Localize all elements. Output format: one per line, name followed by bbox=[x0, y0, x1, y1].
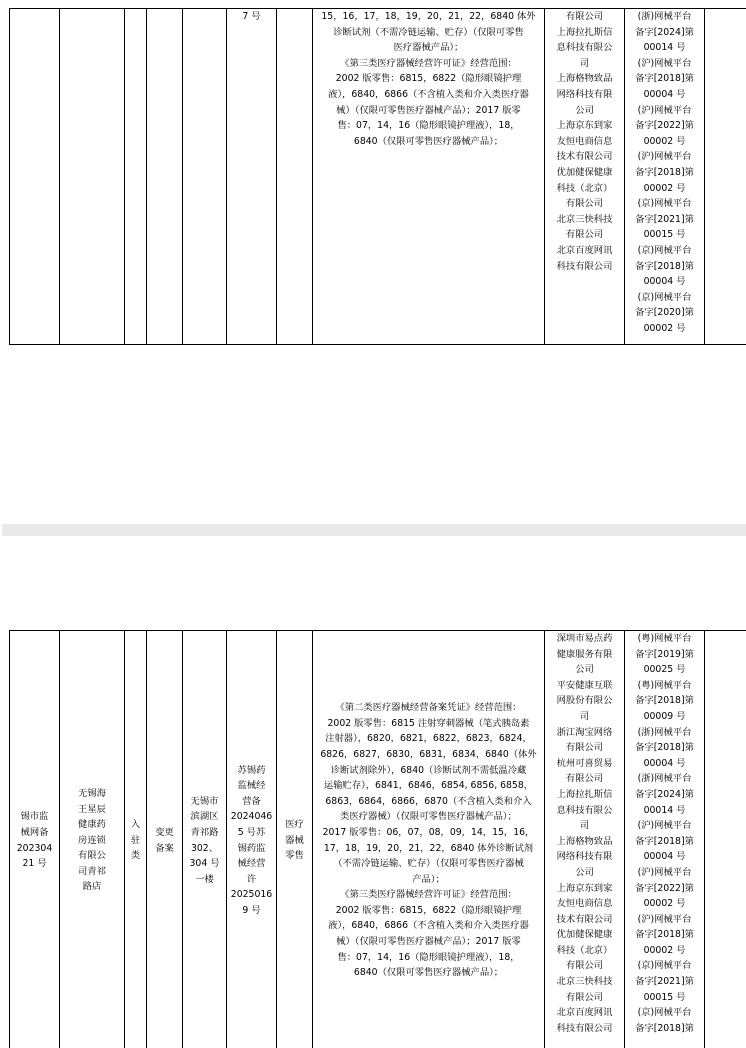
platform-company-line: 友恒电商信息 bbox=[556, 898, 613, 910]
platform-record-line: 备字[2024]第 bbox=[635, 26, 694, 38]
business-scope-line: 2002 版零售：6815，6822（隐形眼镜护理 bbox=[335, 904, 522, 916]
license-number-line: 2024046 bbox=[230, 811, 273, 823]
license-number-line: 营备 bbox=[242, 795, 261, 807]
platform-record-line: (沪)网械平台 bbox=[637, 57, 692, 69]
platform-company-line: 公司 bbox=[575, 866, 594, 878]
platform-record-line: (沪)网械平台 bbox=[637, 151, 692, 163]
platform-company-line: 有限公司 bbox=[565, 198, 604, 210]
platform-record-line: 00015 号 bbox=[643, 991, 686, 1003]
company-name-line: 王星辰 bbox=[78, 803, 106, 815]
platform-company-line: 有限公司 bbox=[565, 773, 604, 785]
platform-company-line: 公司 bbox=[575, 104, 594, 116]
platform-company-line: 上海拉扎斯信 bbox=[556, 788, 613, 800]
platform-company-line: 平安健康互联 bbox=[556, 679, 613, 691]
business-scope-line: 17，18，19，20，21，22，6840 体外诊断试剂 bbox=[323, 842, 534, 854]
platform-record-line: 备字[2018]第 bbox=[635, 835, 694, 847]
entry-type-cell bbox=[125, 9, 147, 345]
platform-company-line: 技术有限公司 bbox=[556, 151, 613, 163]
remarks-cell bbox=[705, 9, 746, 345]
action-line: 备案 bbox=[155, 842, 174, 854]
business-scope-line: 2017 版零售：06，07，08，09，14，15，16， bbox=[322, 826, 535, 838]
business-scope-line: 诊断试剂（不需冷链运输、贮存）（仅限可零售 bbox=[333, 26, 524, 38]
business-scope-line: 6863，6864，6866，6870（不含植入类和介入 bbox=[325, 795, 532, 807]
address-line: 无锡市 bbox=[190, 795, 219, 807]
platform-record-line: 00002 号 bbox=[643, 182, 686, 194]
platform-company-cell bbox=[545, 631, 625, 1048]
business-category-line: 零售 bbox=[285, 850, 304, 862]
platform-record-line: (沪)网械平台 bbox=[637, 104, 692, 116]
action-cell bbox=[147, 631, 183, 1048]
record-number-cell bbox=[10, 9, 60, 345]
record-number-line: 锡市监 bbox=[20, 811, 49, 823]
platform-record-line: 00002 号 bbox=[643, 322, 686, 334]
entry-type-cell bbox=[125, 631, 147, 1048]
platform-record-line: (浙)网械平台 bbox=[637, 11, 692, 22]
platform-record-line: 00002 号 bbox=[643, 135, 686, 147]
platform-record-line: 备字[2018]第 bbox=[635, 73, 694, 85]
record-number-cell bbox=[10, 631, 60, 1048]
platform-company-line: 有限公司 bbox=[565, 960, 604, 972]
company-name-line: 司青祁 bbox=[78, 865, 106, 877]
business-scope-line: 2002 版零售：6815 注射穿刺器械（笔式胰岛素 bbox=[327, 717, 530, 729]
platform-company-line: 杭州可喜贸易 bbox=[556, 757, 613, 769]
business-scope-line: 15，16，17，18，19，20，21，22，6840 体外 bbox=[321, 11, 536, 22]
license-number-line: 5 号苏 bbox=[237, 826, 266, 838]
platform-company-line: 有限公司 bbox=[565, 11, 604, 22]
platform-company-line: 科技（北京） bbox=[556, 182, 613, 194]
platform-company-line: 网股份有限公 bbox=[556, 695, 613, 707]
business-scope-line: 6840（仅限可零售医疗器械产品）； bbox=[353, 135, 504, 147]
platform-company-line: 司 bbox=[579, 710, 590, 722]
business-scope-line: 产品）； bbox=[412, 873, 445, 885]
entry-type-line: 驻 bbox=[130, 834, 141, 846]
registry-table-page-1 bbox=[9, 8, 746, 345]
platform-record-line: (京)网械平台 bbox=[637, 1007, 692, 1019]
license-number-line: 监械经 bbox=[237, 780, 266, 792]
action-cell bbox=[147, 9, 183, 345]
platform-company-line: 网络科技有限 bbox=[556, 851, 613, 863]
record-number-line: 21 号 bbox=[22, 858, 47, 870]
business-scope-line: 液），6840，6866（不含植入类和介入类医疗器 bbox=[328, 920, 529, 932]
address-line: 304 号 bbox=[189, 858, 220, 870]
platform-record-line: 00014 号 bbox=[643, 804, 686, 816]
registry-table-page-2 bbox=[9, 630, 746, 1048]
platform-company-line: 优加健保健康 bbox=[556, 166, 613, 178]
platform-record-line: 00015 号 bbox=[643, 229, 686, 241]
business-category-line: 医疗 bbox=[285, 819, 304, 831]
business-scope-line: 类医疗器械）（仅限可零售医疗器械产品）； bbox=[340, 811, 517, 823]
address-line: 一楼 bbox=[195, 873, 214, 885]
platform-record-line: 备字[2018]第 bbox=[635, 742, 694, 754]
business-scope-line: 2002 版零售：6815，6822（隐形眼镜护理 bbox=[335, 73, 522, 85]
platform-record-line: (沪)网械平台 bbox=[637, 866, 692, 878]
platform-record-line: (浙)网械平台 bbox=[637, 773, 692, 785]
business-scope-cell bbox=[313, 631, 545, 1048]
platform-company-line: 司 bbox=[579, 820, 590, 832]
business-scope-line: 售：07，14，16（隐形眼镜护理液），18， bbox=[337, 951, 520, 963]
platform-company-line: 优加健保健康 bbox=[556, 929, 613, 941]
license-number-line: 苏锡药 bbox=[237, 764, 266, 776]
address-line: 青祁路 bbox=[190, 826, 219, 838]
platform-record-line: 备字[2018]第 bbox=[635, 166, 694, 178]
platform-record-line: 备字[2021]第 bbox=[635, 213, 694, 225]
entry-type-line: 入 bbox=[130, 819, 141, 831]
business-category-cell bbox=[277, 631, 313, 1048]
record-number-line: 械网备 bbox=[20, 826, 49, 838]
company-name-line: 健康药 bbox=[78, 819, 106, 831]
table-row bbox=[10, 9, 746, 345]
platform-company-line: 北京三快科技 bbox=[556, 213, 613, 225]
document-page-2 bbox=[0, 538, 746, 1048]
platform-record-line: 00004 号 bbox=[643, 276, 686, 288]
platform-record-number-cell bbox=[625, 631, 705, 1048]
platform-company-line: 息科技有限公 bbox=[556, 804, 613, 816]
platform-company-line: 科技有限公司 bbox=[556, 1022, 613, 1034]
business-scope-line: 注射器），6820，6821，6822，6823，6824， bbox=[325, 733, 532, 745]
platform-record-line: (沪)网械平台 bbox=[637, 913, 692, 925]
company-name-cell bbox=[60, 631, 125, 1048]
address-cell bbox=[183, 631, 227, 1048]
company-name-cell bbox=[60, 9, 125, 345]
platform-record-line: (粤)网械平台 bbox=[637, 633, 692, 644]
platform-company-line: 息科技有限公 bbox=[556, 42, 613, 54]
platform-company-line: 上海京东到家 bbox=[556, 120, 613, 132]
platform-record-line: (京)网械平台 bbox=[637, 244, 692, 256]
platform-company-line: 上海格物致品 bbox=[556, 835, 613, 847]
platform-record-line: 备字[2019]第 bbox=[635, 648, 694, 660]
platform-company-line: 友恒电商信息 bbox=[556, 135, 613, 147]
company-name-line: 有限公 bbox=[78, 850, 106, 862]
platform-record-line: 备字[2018]第 bbox=[635, 1022, 694, 1034]
platform-company-line: 有限公司 bbox=[565, 991, 604, 1003]
business-scope-line: 械）（仅限可零售医疗器械产品）；2017 版零 bbox=[336, 936, 521, 948]
platform-record-line: (京)网械平台 bbox=[637, 198, 692, 210]
platform-company-line: 北京百度网讯 bbox=[556, 244, 613, 256]
platform-record-line: 备字[2018]第 bbox=[635, 260, 694, 272]
license-number-line: 许 bbox=[246, 873, 257, 885]
platform-record-line: 备字[2024]第 bbox=[635, 788, 694, 800]
business-scope-line: 《第二类医疗器械经营备案凭证》经营范围： bbox=[335, 702, 522, 714]
platform-record-line: 备字[2022]第 bbox=[635, 120, 694, 132]
business-scope-line: 6840（仅限可零售医疗器械产品）； bbox=[353, 967, 504, 979]
platform-record-line: 00002 号 bbox=[643, 898, 686, 910]
platform-company-line: 司 bbox=[579, 57, 590, 69]
table-row bbox=[10, 631, 746, 1048]
address-line: 滨湖区 bbox=[190, 811, 219, 823]
platform-company-line: 北京三快科技 bbox=[556, 976, 613, 988]
action-line: 变更 bbox=[155, 826, 174, 838]
business-scope-cell bbox=[313, 9, 545, 345]
platform-company-line: 技术有限公司 bbox=[556, 913, 613, 925]
platform-record-line: 备字[2018]第 bbox=[635, 695, 694, 707]
license-number-line: 械经营 bbox=[237, 858, 266, 870]
platform-record-line: 00004 号 bbox=[643, 851, 686, 863]
company-name-line: 房连锁 bbox=[78, 834, 106, 846]
platform-record-line: 00004 号 bbox=[643, 757, 686, 769]
platform-record-line: (京)网械平台 bbox=[637, 960, 692, 972]
platform-company-line: 浙江淘宝网络 bbox=[556, 726, 613, 738]
business-category-line: 器械 bbox=[285, 834, 304, 846]
address-cell bbox=[183, 9, 227, 345]
platform-company-line: 有限公司 bbox=[565, 742, 604, 754]
record-number-line: 202304 bbox=[16, 842, 53, 854]
page-separator bbox=[2, 524, 746, 536]
platform-record-line: 备字[2018]第 bbox=[635, 929, 694, 941]
business-scope-line: 液），6840，6866（不含植入类和介入类医疗器 bbox=[328, 88, 529, 100]
platform-record-line: (粤)网械平台 bbox=[637, 679, 692, 691]
business-category-cell bbox=[277, 9, 313, 345]
platform-record-line: (京)网械平台 bbox=[637, 291, 692, 303]
business-scope-line: 诊断试剂除外），6840（诊断试剂不需低温冷藏 bbox=[330, 764, 527, 776]
platform-company-line: 科技（北京） bbox=[556, 944, 613, 956]
company-name-line: 路店 bbox=[82, 881, 102, 893]
platform-company-line: 健康服务有限 bbox=[556, 648, 613, 660]
business-scope-line: 《第三类医疗器械经营许可证》经营范围： bbox=[340, 889, 517, 901]
platform-record-line: 00009 号 bbox=[643, 710, 686, 722]
platform-record-line: 00004 号 bbox=[643, 88, 686, 100]
license-number-cell: 7 号 bbox=[227, 9, 277, 345]
license-number-line: 2025016 bbox=[230, 889, 273, 901]
platform-record-line: (沪)网械平台 bbox=[637, 820, 692, 832]
license-number-line: 9 号 bbox=[242, 904, 261, 916]
platform-company-line: 上海拉扎斯信 bbox=[556, 26, 613, 38]
business-scope-line: （不需冷链运输、贮存）（仅限可零售医疗器械 bbox=[333, 858, 524, 870]
business-scope-line: 械）（仅限可零售医疗器械产品）；2017 版零 bbox=[336, 104, 521, 116]
platform-company-line: 有限公司 bbox=[565, 229, 604, 241]
license-number-cell bbox=[227, 631, 277, 1048]
entry-type-line: 类 bbox=[130, 850, 141, 862]
address-line: 302、 bbox=[190, 842, 219, 854]
platform-company-line: 上海格物致品 bbox=[556, 73, 613, 85]
platform-record-line: 备字[2021]第 bbox=[635, 976, 694, 988]
license-number-line: 锡药监 bbox=[237, 842, 266, 854]
business-scope-line: 运输贮存），6841，6846，6854, 6856, 6858， bbox=[323, 780, 534, 792]
document-page-1 bbox=[0, 0, 746, 522]
business-scope-line: 6826，6827，6830，6831，6834，6840（体外 bbox=[320, 748, 537, 760]
business-scope-line: 《第三类医疗器械经营许可证》经营范围： bbox=[340, 57, 517, 69]
business-scope-line: 售：07，14，16（隐形眼镜护理液），18， bbox=[337, 120, 520, 132]
platform-record-line: 00002 号 bbox=[643, 944, 686, 956]
platform-record-line: 备字[2020]第 bbox=[635, 307, 694, 319]
platform-record-line: 00014 号 bbox=[643, 42, 686, 54]
platform-record-number-cell bbox=[625, 9, 705, 345]
business-scope-line: 医疗器械产品）； bbox=[393, 42, 464, 54]
platform-company-line: 网络科技有限 bbox=[556, 88, 613, 100]
platform-company-line: 深圳市易点药 bbox=[556, 633, 613, 644]
platform-record-line: (浙)网械平台 bbox=[637, 726, 692, 738]
platform-company-line: 北京百度网讯 bbox=[556, 1007, 613, 1019]
platform-record-line: 00025 号 bbox=[643, 664, 686, 676]
company-name-line: 无锡海 bbox=[78, 787, 106, 799]
platform-company-line: 公司 bbox=[575, 664, 594, 676]
platform-company-line: 科技有限公司 bbox=[556, 260, 613, 272]
remarks-cell bbox=[705, 631, 746, 1048]
platform-record-line: 备字[2022]第 bbox=[635, 882, 694, 894]
platform-company-line: 上海京东到家 bbox=[556, 882, 613, 894]
platform-company-cell bbox=[545, 9, 625, 345]
